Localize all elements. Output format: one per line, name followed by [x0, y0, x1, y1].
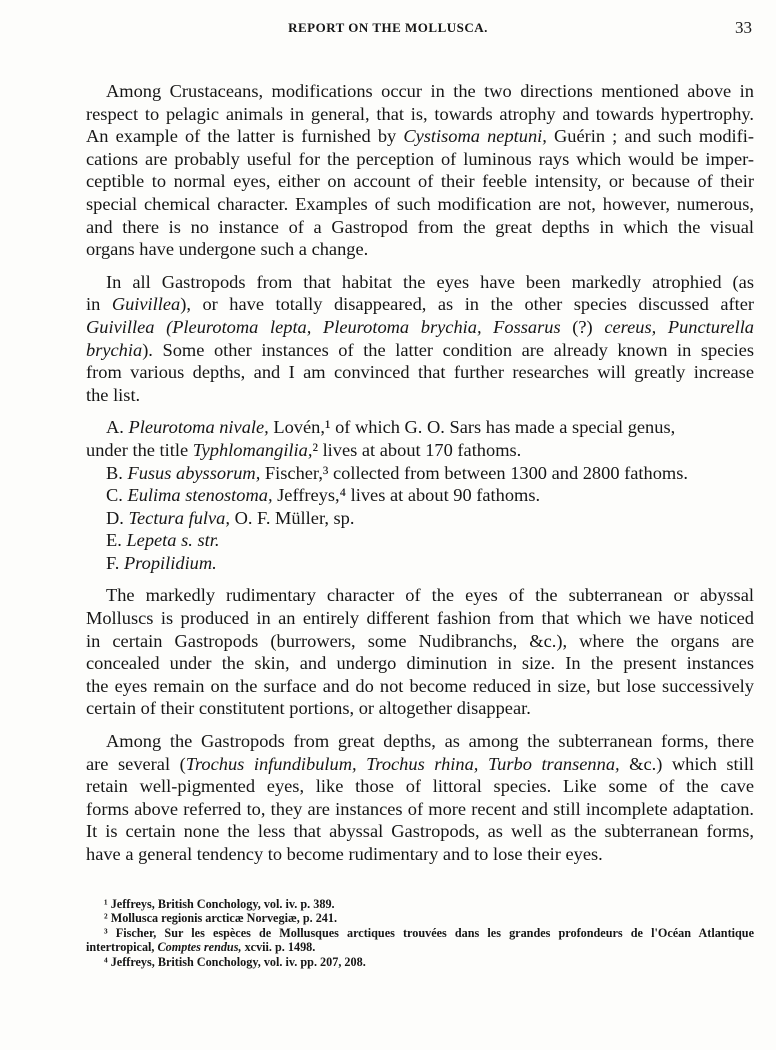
- text: ⁴ Jeffreys, British Conchology, vol. iv. pp. 207, 208.: [104, 954, 366, 969]
- text-line: [86, 271, 754, 294]
- list-item: [86, 552, 754, 575]
- text: from various depths, and I am convinced that further researches will greatly increase: [86, 362, 754, 383]
- text: forms above referred to, they are instances of more recent and still incomplete adaptation.: [86, 798, 754, 819]
- species-list: [86, 416, 754, 574]
- text-line: [86, 753, 754, 776]
- text: Guérin ; and such modifi-: [546, 126, 755, 147]
- text: have a general tendency to become rudimentary and to lose their eyes.: [86, 844, 603, 864]
- text: under the title: [86, 439, 193, 460]
- text: Among Crustaceans, modifications occur in the two directions mentioned above in: [106, 81, 754, 101]
- text-line: [86, 170, 754, 193]
- italic-text: Fusus abyssorum,: [127, 462, 261, 483]
- text: ceptible to normal eyes, either on account of their feeble intensity, or because of their: [86, 171, 754, 192]
- text-line: [86, 897, 754, 911]
- text: respect to pelagic animals in general, that is, towards atrophy and towards hypertrophy.: [86, 103, 754, 124]
- text: cations are probably useful for the perception of luminous rays which would be imper-: [86, 148, 754, 169]
- paragraph: [86, 730, 754, 866]
- text: Lovén,¹ of which G. O. Sars has made a special genus,: [268, 417, 676, 438]
- text-line: [86, 584, 754, 607]
- text-line: [86, 216, 754, 239]
- text: Molluscs is produced in an entirely different fashion from that which we have noticed: [86, 608, 754, 629]
- text: the eyes remain on the surface and do not become reduced in size, but lose successively: [86, 675, 754, 696]
- text: the list.: [86, 384, 141, 405]
- list-item: [86, 484, 754, 507]
- text-line: [86, 775, 754, 798]
- text: certain of their constitutent portions, or altogether disappear.: [86, 698, 531, 719]
- italic-text: Cystisoma neptuni,: [403, 126, 547, 147]
- text: Fischer,³ collected from between 1300 and 2800 fathoms.: [260, 462, 688, 483]
- italic-text: cereus, Puncturella: [604, 316, 755, 337]
- text: are several (: [86, 753, 186, 774]
- text: Among the Gastropods from great depths, as among the subterranean forms, there: [106, 731, 754, 752]
- footnotes: [86, 897, 754, 969]
- text: intertropical,: [86, 940, 158, 955]
- text: E.: [106, 530, 127, 551]
- text: ³ Fischer, Sur les espèces de Mollusques arctiques trouvées dans les grandes profondeurs de l'Océan Atlantique: [104, 925, 754, 940]
- text-line: [86, 820, 754, 843]
- italic-text: Comptes rendus,: [157, 940, 242, 955]
- text: C.: [106, 485, 128, 506]
- footnote: [86, 911, 754, 925]
- text: In all Gastropods from that habitat the eyes have been markedly atrophied (as: [106, 271, 754, 292]
- text: and there is no instance of a Gastropod from the great depths in which the visual: [86, 216, 754, 237]
- text-line: [86, 384, 754, 407]
- text-line: [86, 193, 754, 216]
- text: O. F. Müller, sp.: [229, 507, 355, 528]
- text: ¹ Jeffreys, British Conchology, vol. iv. p. 389.: [104, 897, 335, 911]
- text: (?): [560, 316, 605, 337]
- text: concealed under the skin, and undergo diminution in size. In the present instances: [86, 653, 754, 674]
- paragraph: [86, 80, 754, 261]
- text: in certain Gastropods (burrowers, some Nudibranchs, &c.), where the organs are: [86, 630, 754, 651]
- text: xcvii. p. 1498.: [241, 940, 316, 955]
- italic-text: brychia: [86, 339, 143, 360]
- text-line: [86, 940, 754, 954]
- italic-text: Guivillea: [111, 294, 181, 315]
- text: ² Mollusca regionis arcticæ Norvegiæ, p. 241.: [104, 911, 338, 926]
- text: &c.) which still: [619, 753, 754, 774]
- text: D.: [106, 507, 129, 528]
- text: ² lives at about 170 fathoms.: [312, 439, 522, 460]
- text: It is certain none the less that abyssal Gastropods, as well as the subterranean forms,: [86, 821, 754, 842]
- italic-text: Tectura fulva,: [128, 507, 230, 528]
- italic-text: Propilidium.: [123, 552, 217, 573]
- text: organs have undergone such a change.: [86, 239, 369, 260]
- paragraph: [86, 584, 754, 720]
- list-item: [86, 529, 754, 552]
- text-line: [86, 238, 754, 261]
- text: in: [86, 294, 112, 315]
- italic-text: Trochus infundibulum, Trochus rhina, Turbo transenna,: [185, 753, 620, 774]
- text-line: [86, 911, 754, 925]
- footnote: [86, 897, 754, 911]
- text-line: [86, 798, 754, 821]
- italic-text: Lepeta s. str.: [126, 530, 220, 551]
- text-line: [86, 316, 754, 339]
- running-header: [0, 18, 776, 42]
- text-line: [86, 926, 754, 940]
- footnote: [86, 926, 754, 955]
- text-line: [86, 697, 754, 720]
- text: retain well-pigmented eyes, like those of littoral species. Like some of the cave: [86, 776, 754, 797]
- text: The markedly rudimentary character of the eyes of the subterranean or abyssal: [106, 585, 754, 606]
- text-line: [86, 652, 754, 675]
- italic-text: Pleurotoma nivale,: [128, 417, 269, 438]
- text-line: [86, 339, 754, 362]
- text: ), or have totally disappeared, as in the other species discussed after: [180, 294, 755, 315]
- text: A.: [106, 417, 129, 438]
- text-line: [86, 125, 754, 148]
- text-line: [86, 607, 754, 630]
- text-line: [86, 293, 754, 316]
- italic-text: Eulima stenostoma,: [127, 485, 273, 506]
- italic-text: Guivillea (Pleurotoma lepta, Pleurotoma brychia, Fossarus: [86, 316, 561, 337]
- text-line: [86, 843, 754, 866]
- body-text: [86, 80, 754, 876]
- list-item: [86, 462, 754, 485]
- text-line: [86, 730, 754, 753]
- list-item: [86, 416, 754, 439]
- text-line: [86, 103, 754, 126]
- text: B.: [106, 462, 128, 483]
- running-title: REPORT ON THE MOLLUSCA.: [288, 20, 488, 35]
- text-line: [86, 361, 754, 384]
- text: ). Some other instances of the latter condition are already known in species: [142, 339, 754, 360]
- text: special chemical character. Examples of such modification are not, however, numerous,: [86, 193, 754, 214]
- text: Jeffreys,⁴ lives at about 90 fathoms.: [272, 485, 541, 506]
- list-item: [86, 507, 754, 530]
- page-number: 33: [735, 18, 752, 37]
- text: F.: [106, 552, 124, 573]
- text-line: [86, 630, 754, 653]
- list-item: [86, 439, 754, 462]
- text-line: [86, 80, 754, 103]
- footnote: [86, 955, 754, 969]
- text-line: [86, 955, 754, 969]
- italic-text: Typhlomangilia,: [192, 439, 313, 460]
- text: An example of the latter is furnished by: [86, 126, 404, 147]
- text-line: [86, 148, 754, 171]
- paragraph: [86, 271, 754, 407]
- text-line: [86, 675, 754, 698]
